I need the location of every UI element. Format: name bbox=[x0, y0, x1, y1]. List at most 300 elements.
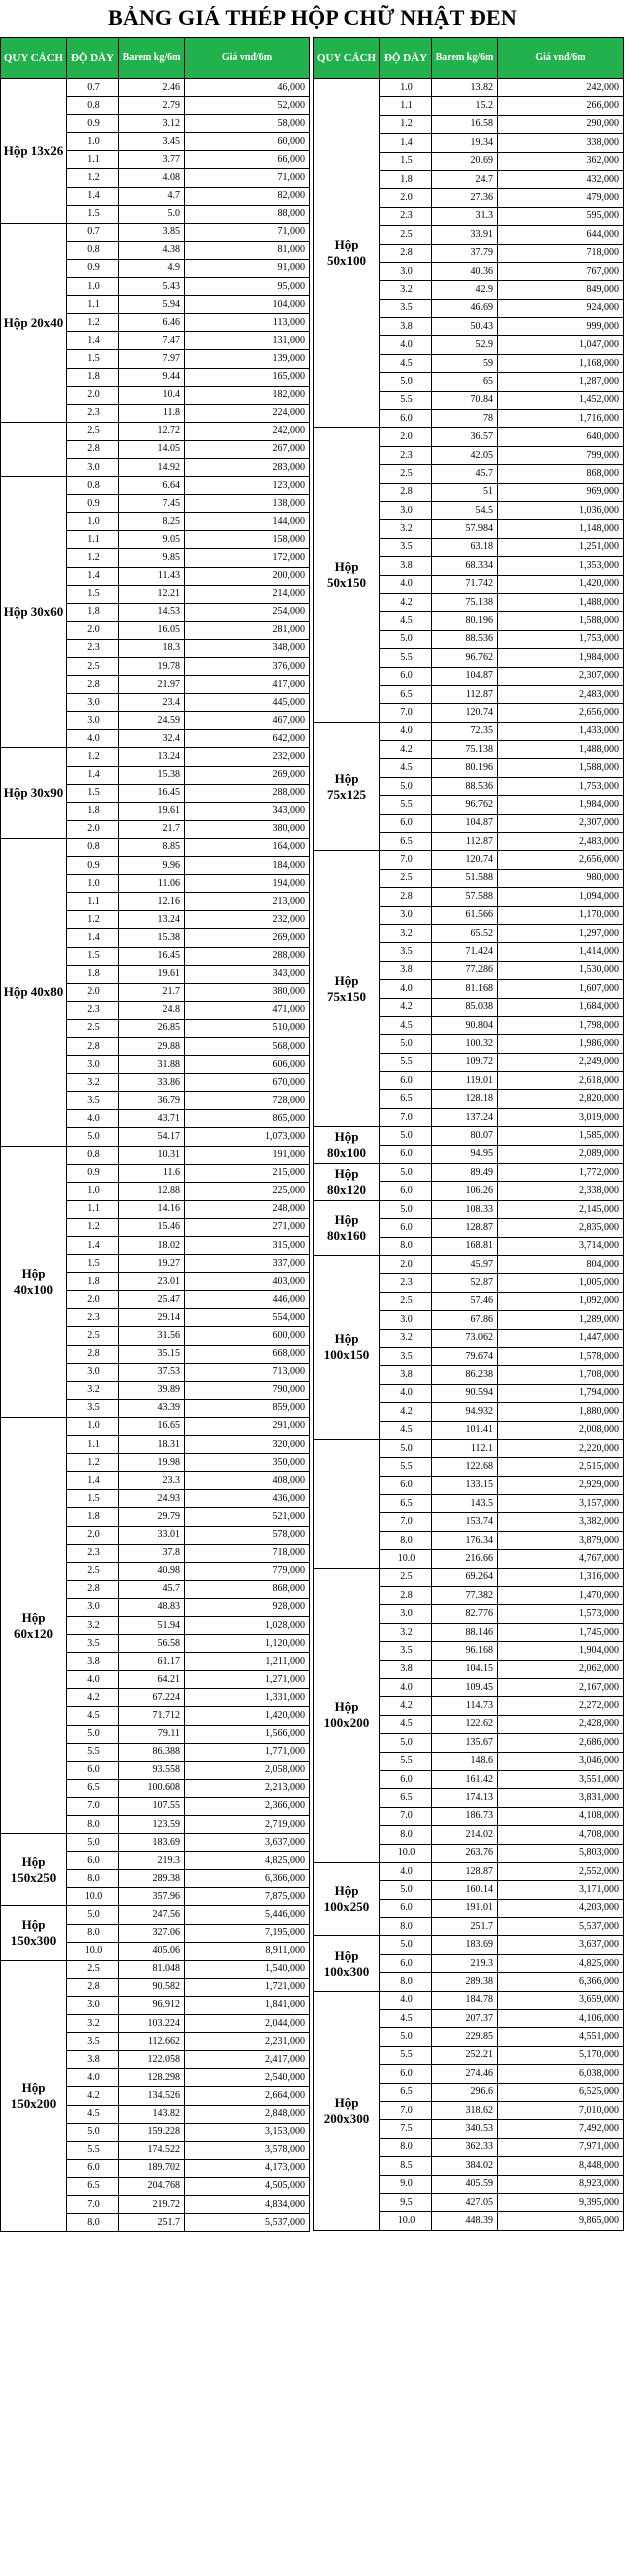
spec-cell: Hộp 20x40 bbox=[1, 223, 67, 422]
thickness-cell: 3.8 bbox=[380, 961, 432, 979]
thickness-cell: 6.0 bbox=[380, 1899, 432, 1917]
spec-cell: Hộp 40x80 bbox=[1, 838, 67, 1146]
price-cell: 2,540,000 bbox=[185, 2069, 310, 2087]
thickness-cell: 0.8 bbox=[67, 1146, 119, 1164]
price-cell: 131,000 bbox=[185, 332, 310, 350]
barem-cell: 4.38 bbox=[119, 241, 185, 259]
barem-cell: 289.38 bbox=[432, 1973, 498, 1991]
spec-cell bbox=[1, 422, 67, 476]
thickness-cell: 4.0 bbox=[67, 1671, 119, 1689]
barem-cell: 16.45 bbox=[119, 947, 185, 965]
price-cell: 139,000 bbox=[185, 350, 310, 368]
thickness-cell: 0.8 bbox=[67, 97, 119, 115]
barem-cell: 3.12 bbox=[119, 115, 185, 133]
thickness-cell: 3.5 bbox=[67, 1092, 119, 1110]
barem-cell: 19.27 bbox=[119, 1255, 185, 1273]
barem-cell: 14.53 bbox=[119, 603, 185, 621]
thickness-cell: 5.0 bbox=[380, 1881, 432, 1899]
price-cell: 713,000 bbox=[185, 1363, 310, 1381]
barem-cell: 128.87 bbox=[432, 1862, 498, 1880]
price-cell: 172,000 bbox=[185, 549, 310, 567]
thickness-cell: 5.0 bbox=[67, 1834, 119, 1852]
thickness-cell: 5.0 bbox=[380, 1936, 432, 1954]
price-cell: 266,000 bbox=[498, 97, 624, 115]
thickness-cell: 6.0 bbox=[380, 2065, 432, 2083]
price-cell: 868,000 bbox=[498, 465, 624, 483]
barem-cell: 46.69 bbox=[432, 299, 498, 317]
spec-cell: Hộp 100x250 bbox=[314, 1862, 380, 1936]
barem-cell: 9.05 bbox=[119, 531, 185, 549]
price-cell: 8,923,000 bbox=[498, 2175, 624, 2193]
barem-cell: 19.34 bbox=[432, 134, 498, 152]
thickness-cell: 2.8 bbox=[380, 1587, 432, 1605]
price-cell: 1,566,000 bbox=[185, 1725, 310, 1743]
barem-cell: 16.65 bbox=[119, 1417, 185, 1435]
price-cell: 1,745,000 bbox=[498, 1623, 624, 1641]
header-gia: Giá vnđ/6m bbox=[185, 38, 310, 79]
thickness-cell: 1.2 bbox=[67, 1454, 119, 1472]
thickness-cell: 0.9 bbox=[67, 115, 119, 133]
spec-cell: Hộp 13x26 bbox=[1, 79, 67, 224]
price-cell: 1,984,000 bbox=[498, 796, 624, 814]
barem-cell: 61.17 bbox=[119, 1653, 185, 1671]
barem-cell: 40.36 bbox=[432, 262, 498, 280]
barem-cell: 100.608 bbox=[119, 1779, 185, 1797]
barem-cell: 219.3 bbox=[432, 1954, 498, 1972]
thickness-cell: 3.2 bbox=[380, 1623, 432, 1641]
barem-cell: 52.87 bbox=[432, 1274, 498, 1292]
barem-cell: 13.24 bbox=[119, 911, 185, 929]
barem-cell: 86.388 bbox=[119, 1743, 185, 1761]
barem-cell: 14.16 bbox=[119, 1200, 185, 1218]
thickness-cell: 4.5 bbox=[67, 2105, 119, 2123]
price-cell: 1,607,000 bbox=[498, 980, 624, 998]
barem-cell: 94.95 bbox=[432, 1145, 498, 1163]
barem-cell: 183.69 bbox=[119, 1834, 185, 1852]
thickness-cell: 3.2 bbox=[67, 2015, 119, 2033]
thickness-cell: 2.3 bbox=[67, 1001, 119, 1019]
thickness-cell: 1.4 bbox=[67, 187, 119, 205]
price-cell: 1,271,000 bbox=[185, 1671, 310, 1689]
thickness-cell: 1.5 bbox=[67, 1255, 119, 1273]
thickness-cell: 0.8 bbox=[67, 241, 119, 259]
barem-cell: 184.78 bbox=[432, 1991, 498, 2009]
barem-cell: 357.96 bbox=[119, 1888, 185, 1906]
table-row bbox=[1, 1906, 310, 1924]
thickness-cell: 1.4 bbox=[380, 134, 432, 152]
thickness-cell: 1.1 bbox=[67, 1200, 119, 1218]
price-cell: 1,488,000 bbox=[498, 741, 624, 759]
thickness-cell: 4.2 bbox=[380, 741, 432, 759]
thickness-cell: 2.3 bbox=[380, 1274, 432, 1292]
barem-cell: 23.3 bbox=[119, 1472, 185, 1490]
thickness-cell: 1.5 bbox=[380, 152, 432, 170]
thickness-cell: 2.5 bbox=[67, 1019, 119, 1037]
price-cell: 113,000 bbox=[185, 314, 310, 332]
price-cell: 2,272,000 bbox=[498, 1697, 624, 1715]
barem-cell: 5.43 bbox=[119, 278, 185, 296]
price-cell: 3,157,000 bbox=[498, 1495, 624, 1513]
thickness-cell: 8.5 bbox=[380, 2157, 432, 2175]
barem-cell: 159.228 bbox=[119, 2123, 185, 2141]
right-price-table bbox=[313, 37, 624, 2231]
spec-cell: Hộp 80x100 bbox=[314, 1127, 380, 1164]
price-cell: 7,875,000 bbox=[185, 1888, 310, 1906]
thickness-cell: 3.8 bbox=[380, 557, 432, 575]
barem-cell: 252.21 bbox=[432, 2046, 498, 2064]
thickness-cell: 0.9 bbox=[67, 495, 119, 513]
thickness-cell: 6.0 bbox=[67, 1761, 119, 1779]
thickness-cell: 4.5 bbox=[380, 354, 432, 372]
barem-cell: 18.3 bbox=[119, 639, 185, 657]
thickness-cell: 6.5 bbox=[380, 1090, 432, 1108]
barem-cell: 148.6 bbox=[432, 1752, 498, 1770]
barem-cell: 12.21 bbox=[119, 585, 185, 603]
price-cell: 2,167,000 bbox=[498, 1678, 624, 1696]
price-cell: 91,000 bbox=[185, 259, 310, 277]
thickness-cell: 5.5 bbox=[380, 649, 432, 667]
barem-cell: 72.35 bbox=[432, 722, 498, 740]
barem-cell: 24.7 bbox=[432, 170, 498, 188]
price-cell: 95,000 bbox=[185, 278, 310, 296]
table-row bbox=[314, 428, 624, 446]
thickness-cell: 5.0 bbox=[380, 373, 432, 391]
price-cell: 5,803,000 bbox=[498, 1844, 624, 1862]
thickness-cell: 2.0 bbox=[67, 820, 119, 838]
price-cell: 182,000 bbox=[185, 386, 310, 404]
price-cell: 343,000 bbox=[185, 965, 310, 983]
thickness-cell: 5.5 bbox=[380, 2046, 432, 2064]
price-cell: 82,000 bbox=[185, 187, 310, 205]
thickness-cell: 8.0 bbox=[380, 1237, 432, 1255]
barem-cell: 96.762 bbox=[432, 796, 498, 814]
price-cell: 479,000 bbox=[498, 189, 624, 207]
header-gia: Giá vnđ/6m bbox=[498, 38, 624, 79]
table-row bbox=[314, 1991, 624, 2009]
table-row bbox=[314, 1439, 624, 1457]
barem-cell: 56.58 bbox=[119, 1635, 185, 1653]
price-cell: 3,046,000 bbox=[498, 1752, 624, 1770]
thickness-cell: 1.1 bbox=[67, 151, 119, 169]
thickness-cell: 8.0 bbox=[67, 2214, 119, 2232]
barem-cell: 35.15 bbox=[119, 1345, 185, 1363]
thickness-cell: 2.0 bbox=[380, 428, 432, 446]
price-cell: 2,366,000 bbox=[185, 1797, 310, 1815]
price-cell: 471,000 bbox=[185, 1001, 310, 1019]
barem-cell: 2.46 bbox=[119, 79, 185, 97]
thickness-cell: 7.0 bbox=[67, 1797, 119, 1815]
price-cell: 3,659,000 bbox=[498, 1991, 624, 2009]
price-cell: 1,094,000 bbox=[498, 888, 624, 906]
table-row bbox=[314, 1164, 624, 1182]
price-cell: 1,414,000 bbox=[498, 943, 624, 961]
thickness-cell: 2.8 bbox=[67, 440, 119, 458]
price-cell: 2,249,000 bbox=[498, 1053, 624, 1071]
price-cell: 1,447,000 bbox=[498, 1329, 624, 1347]
thickness-cell: 4.0 bbox=[380, 980, 432, 998]
barem-cell: 153.74 bbox=[432, 1513, 498, 1531]
barem-cell: 80.196 bbox=[432, 612, 498, 630]
price-cell: 267,000 bbox=[185, 440, 310, 458]
price-cell: 242,000 bbox=[185, 422, 310, 440]
thickness-cell: 3.0 bbox=[67, 1056, 119, 1074]
thickness-cell: 1.2 bbox=[67, 1218, 119, 1236]
barem-cell: 405.06 bbox=[119, 1942, 185, 1960]
barem-cell: 119.01 bbox=[432, 1072, 498, 1090]
price-cell: 1,251,000 bbox=[498, 538, 624, 556]
barem-cell: 112.662 bbox=[119, 2033, 185, 2051]
price-cell: 6,038,000 bbox=[498, 2065, 624, 2083]
barem-cell: 263.76 bbox=[432, 1844, 498, 1862]
price-cell: 254,000 bbox=[185, 603, 310, 621]
barem-cell: 214.02 bbox=[432, 1826, 498, 1844]
thickness-cell: 8.0 bbox=[67, 1924, 119, 1942]
barem-cell: 15.38 bbox=[119, 929, 185, 947]
price-cell: 248,000 bbox=[185, 1200, 310, 1218]
price-cell: 4,108,000 bbox=[498, 1807, 624, 1825]
thickness-cell: 3.2 bbox=[380, 924, 432, 942]
barem-cell: 247.56 bbox=[119, 1906, 185, 1924]
thickness-cell: 2.8 bbox=[380, 244, 432, 262]
thickness-cell: 3.2 bbox=[67, 1616, 119, 1634]
price-cell: 9,865,000 bbox=[498, 2212, 624, 2230]
thickness-cell: 5.5 bbox=[380, 1458, 432, 1476]
barem-cell: 5.94 bbox=[119, 296, 185, 314]
thickness-cell: 4.0 bbox=[380, 336, 432, 354]
thickness-cell: 5.0 bbox=[67, 2123, 119, 2141]
price-cell: 4,173,000 bbox=[185, 2159, 310, 2177]
price-cell: 380,000 bbox=[185, 820, 310, 838]
price-cell: 2,483,000 bbox=[498, 685, 624, 703]
thickness-cell: 1.1 bbox=[67, 1436, 119, 1454]
barem-cell: 65 bbox=[432, 373, 498, 391]
price-cell: 215,000 bbox=[185, 1164, 310, 1182]
barem-cell: 122.68 bbox=[432, 1458, 498, 1476]
price-cell: 2,145,000 bbox=[498, 1200, 624, 1218]
barem-cell: 75.138 bbox=[432, 593, 498, 611]
barem-cell: 19.61 bbox=[119, 965, 185, 983]
barem-cell: 104.15 bbox=[432, 1660, 498, 1678]
price-cell: 194,000 bbox=[185, 875, 310, 893]
price-cell: 144,000 bbox=[185, 513, 310, 531]
barem-cell: 20.69 bbox=[432, 152, 498, 170]
barem-cell: 219.3 bbox=[119, 1852, 185, 1870]
price-cell: 510,000 bbox=[185, 1019, 310, 1037]
price-cell: 6,366,000 bbox=[185, 1870, 310, 1888]
barem-cell: 89.49 bbox=[432, 1164, 498, 1182]
thickness-cell: 8.0 bbox=[67, 1816, 119, 1834]
barem-cell: 114.73 bbox=[432, 1697, 498, 1715]
barem-cell: 108.33 bbox=[432, 1200, 498, 1218]
spec-cell: Hộp 30x60 bbox=[1, 477, 67, 748]
barem-cell: 45.97 bbox=[432, 1256, 498, 1274]
thickness-cell: 7.0 bbox=[380, 2101, 432, 2119]
thickness-cell: 2.5 bbox=[380, 226, 432, 244]
thickness-cell: 0.9 bbox=[67, 857, 119, 875]
thickness-cell: 9.5 bbox=[380, 2193, 432, 2211]
thickness-cell: 1.0 bbox=[380, 79, 432, 97]
barem-cell: 19.61 bbox=[119, 802, 185, 820]
price-cell: 1,353,000 bbox=[498, 557, 624, 575]
price-cell: 790,000 bbox=[185, 1381, 310, 1399]
barem-cell: 31.56 bbox=[119, 1327, 185, 1345]
barem-cell: 109.72 bbox=[432, 1053, 498, 1071]
thickness-cell: 3.5 bbox=[380, 299, 432, 317]
thickness-cell: 5.5 bbox=[380, 1053, 432, 1071]
barem-cell: 42.9 bbox=[432, 281, 498, 299]
thickness-cell: 3.2 bbox=[380, 520, 432, 538]
thickness-cell: 3.0 bbox=[380, 501, 432, 519]
price-cell: 269,000 bbox=[185, 929, 310, 947]
barem-cell: 122.62 bbox=[432, 1715, 498, 1733]
barem-cell: 54.5 bbox=[432, 501, 498, 519]
thickness-cell: 4.0 bbox=[380, 575, 432, 593]
table-row bbox=[314, 1862, 624, 1880]
thickness-cell: 3.2 bbox=[380, 1329, 432, 1347]
thickness-cell: 4.5 bbox=[380, 759, 432, 777]
price-cell: 7,010,000 bbox=[498, 2101, 624, 2119]
price-cell: 269,000 bbox=[185, 766, 310, 784]
price-cell: 1,904,000 bbox=[498, 1642, 624, 1660]
price-cell: 4,505,000 bbox=[185, 2177, 310, 2195]
thickness-cell: 0.8 bbox=[67, 477, 119, 495]
spec-cell: Hộp 200x300 bbox=[314, 1991, 380, 2230]
barem-cell: 27.36 bbox=[432, 189, 498, 207]
thickness-cell: 4.2 bbox=[380, 1403, 432, 1421]
price-cell: 446,000 bbox=[185, 1291, 310, 1309]
thickness-cell: 8.0 bbox=[67, 1870, 119, 1888]
thickness-cell: 1.5 bbox=[67, 350, 119, 368]
barem-cell: 133.15 bbox=[432, 1476, 498, 1494]
barem-cell: 384.02 bbox=[432, 2157, 498, 2175]
thickness-cell: 4.0 bbox=[380, 1384, 432, 1402]
price-cell: 2,089,000 bbox=[498, 1145, 624, 1163]
thickness-cell: 6.0 bbox=[67, 1852, 119, 1870]
thickness-cell: 3.5 bbox=[380, 538, 432, 556]
price-cell: 380,000 bbox=[185, 983, 310, 1001]
price-cell: 3,153,000 bbox=[185, 2123, 310, 2141]
header-quy-cach: QUY CÁCH bbox=[1, 38, 67, 79]
thickness-cell: 2.8 bbox=[67, 1978, 119, 1996]
table-row bbox=[314, 851, 624, 869]
barem-cell: 11.06 bbox=[119, 875, 185, 893]
left-table-body bbox=[1, 79, 310, 2232]
price-cell: 2,428,000 bbox=[498, 1715, 624, 1733]
barem-cell: 79.674 bbox=[432, 1347, 498, 1365]
price-cell: 980,000 bbox=[498, 869, 624, 887]
barem-cell: 120.74 bbox=[432, 704, 498, 722]
price-cell: 1,488,000 bbox=[498, 593, 624, 611]
barem-cell: 8.25 bbox=[119, 513, 185, 531]
price-cell: 1,585,000 bbox=[498, 1127, 624, 1145]
thickness-cell: 1.8 bbox=[67, 368, 119, 386]
barem-cell: 31.88 bbox=[119, 1056, 185, 1074]
price-cell: 969,000 bbox=[498, 483, 624, 501]
barem-cell: 73.062 bbox=[432, 1329, 498, 1347]
price-cell: 8,448,000 bbox=[498, 2157, 624, 2175]
barem-cell: 24.8 bbox=[119, 1001, 185, 1019]
thickness-cell: 4.2 bbox=[380, 998, 432, 1016]
table-row bbox=[1, 1960, 310, 1978]
spec-cell: Hộp 150x250 bbox=[1, 1834, 67, 1906]
price-cell: 2,835,000 bbox=[498, 1219, 624, 1237]
price-cell: 928,000 bbox=[185, 1598, 310, 1616]
thickness-cell: 1.4 bbox=[67, 1237, 119, 1255]
thickness-cell: 1.1 bbox=[380, 97, 432, 115]
price-cell: 403,000 bbox=[185, 1273, 310, 1291]
barem-cell: 23.4 bbox=[119, 694, 185, 712]
spec-cell: Hộp 50x150 bbox=[314, 428, 380, 722]
barem-cell: 24.93 bbox=[119, 1490, 185, 1508]
barem-cell: 15.38 bbox=[119, 766, 185, 784]
barem-cell: 82.776 bbox=[432, 1605, 498, 1623]
thickness-cell: 3.0 bbox=[67, 712, 119, 730]
barem-cell: 71.712 bbox=[119, 1707, 185, 1725]
barem-cell: 16.05 bbox=[119, 621, 185, 639]
thickness-cell: 1.0 bbox=[67, 513, 119, 531]
barem-cell: 96.912 bbox=[119, 1996, 185, 2014]
barem-cell: 6.64 bbox=[119, 477, 185, 495]
price-cell: 1,530,000 bbox=[498, 961, 624, 979]
barem-cell: 2.79 bbox=[119, 97, 185, 115]
barem-cell: 106.26 bbox=[432, 1182, 498, 1200]
thickness-cell: 1.2 bbox=[67, 549, 119, 567]
barem-cell: 94.932 bbox=[432, 1403, 498, 1421]
price-cell: 1,588,000 bbox=[498, 612, 624, 630]
thickness-cell: 2.8 bbox=[67, 1345, 119, 1363]
thickness-cell: 2.3 bbox=[67, 1544, 119, 1562]
thickness-cell: 1.0 bbox=[67, 133, 119, 151]
barem-cell: 18.31 bbox=[119, 1436, 185, 1454]
price-cell: 9,395,000 bbox=[498, 2193, 624, 2211]
table-row bbox=[314, 1256, 624, 1274]
price-cell: 1,794,000 bbox=[498, 1384, 624, 1402]
price-cell: 436,000 bbox=[185, 1490, 310, 1508]
price-cell: 138,000 bbox=[185, 495, 310, 513]
price-cell: 1,289,000 bbox=[498, 1311, 624, 1329]
barem-cell: 6.46 bbox=[119, 314, 185, 332]
barem-cell: 9.44 bbox=[119, 368, 185, 386]
price-cell: 1,841,000 bbox=[185, 1996, 310, 2014]
barem-cell: 48.83 bbox=[119, 1598, 185, 1616]
price-cell: 2,515,000 bbox=[498, 1458, 624, 1476]
thickness-cell: 6.0 bbox=[380, 1954, 432, 1972]
barem-cell: 45.7 bbox=[432, 465, 498, 483]
barem-cell: 168.81 bbox=[432, 1237, 498, 1255]
price-cell: 2,483,000 bbox=[498, 833, 624, 851]
barem-cell: 3.45 bbox=[119, 133, 185, 151]
thickness-cell: 4.2 bbox=[67, 2087, 119, 2105]
price-cell: 4,825,000 bbox=[185, 1852, 310, 1870]
price-cell: 165,000 bbox=[185, 368, 310, 386]
thickness-cell: 3.0 bbox=[67, 1363, 119, 1381]
thickness-cell: 2.0 bbox=[67, 1291, 119, 1309]
price-cell: 521,000 bbox=[185, 1508, 310, 1526]
thickness-cell: 6.0 bbox=[380, 1219, 432, 1237]
thickness-cell: 3.8 bbox=[67, 1653, 119, 1671]
barem-cell: 327.06 bbox=[119, 1924, 185, 1942]
table-row bbox=[314, 1127, 624, 1145]
barem-cell: 143.5 bbox=[432, 1495, 498, 1513]
price-cell: 376,000 bbox=[185, 658, 310, 676]
thickness-cell: 7.0 bbox=[380, 1807, 432, 1825]
price-cell: 4,203,000 bbox=[498, 1899, 624, 1917]
price-cell: 1,753,000 bbox=[498, 630, 624, 648]
thickness-cell: 3.0 bbox=[67, 1598, 119, 1616]
barem-cell: 207.37 bbox=[432, 2010, 498, 2028]
barem-cell: 12.88 bbox=[119, 1182, 185, 1200]
thickness-cell: 1.8 bbox=[380, 170, 432, 188]
